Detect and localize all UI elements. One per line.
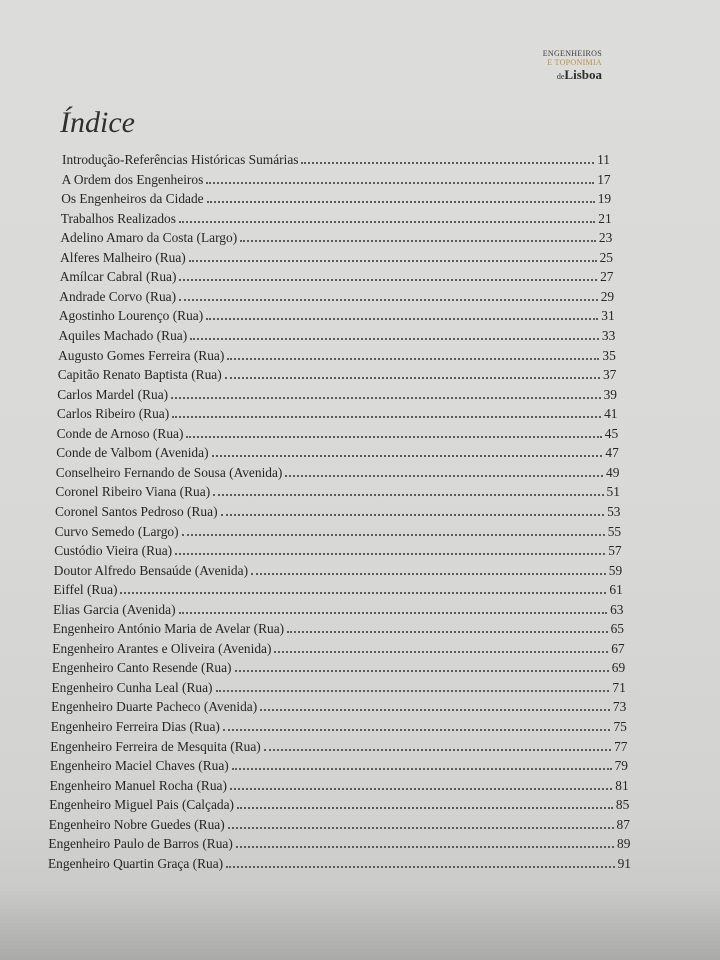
dot-leader: [221, 503, 605, 516]
dot-leader: [216, 679, 610, 692]
toc-entry: [54, 562, 622, 580]
toc-entry-title: A Ordem dos Engenheiros: [61, 171, 204, 187]
dot-leader: [230, 777, 612, 790]
toc-entry: [50, 777, 629, 795]
toc-entry-title: Curvo Semedo (Largo): [54, 523, 179, 539]
toc-entry: [48, 835, 630, 853]
toc-entry: [48, 855, 631, 873]
toc-entry: [60, 268, 614, 286]
toc-entry: [55, 483, 620, 501]
toc-entry-page-number: 29: [600, 288, 615, 304]
toc-entry-page-number: 17: [597, 171, 611, 187]
toc-entry: [60, 229, 612, 247]
dot-leader: [179, 288, 598, 301]
toc-entry: [60, 249, 613, 267]
toc-entry: [53, 620, 624, 638]
dot-leader: [223, 718, 611, 731]
toc-entry-title: Engenheiro Quartin Graça (Rua): [48, 855, 224, 871]
dot-leader: [301, 151, 594, 164]
toc-entry-title: Carlos Mardel (Rua): [57, 386, 169, 402]
logo-line-3-prefix: de: [556, 72, 565, 81]
toc-entry-title: Doutor Alfredo Bensaúde (Avenida): [53, 562, 249, 578]
dot-leader: [182, 523, 605, 536]
toc-entry: [57, 425, 619, 443]
dot-leader: [236, 835, 614, 848]
dot-leader: [225, 366, 600, 379]
toc-entry: [61, 210, 612, 228]
toc-entry-page-number: 71: [612, 679, 626, 695]
dot-leader: [206, 307, 598, 320]
logo-line-1: ENGENHEIROS: [542, 49, 602, 58]
toc-entry-page-number: 27: [600, 269, 614, 285]
toc-entry-page-number: 89: [617, 836, 631, 852]
dot-leader: [226, 855, 614, 868]
toc-entry: [50, 757, 628, 775]
toc-entry-title: Os Engenheiros da Cidade: [61, 191, 204, 207]
toc-entry-page-number: 87: [616, 816, 630, 832]
toc-entry-page-number: 77: [614, 738, 628, 754]
toc-entry-page-number: 61: [609, 582, 623, 598]
toc-entry-page-number: 49: [606, 464, 620, 480]
toc-entry-page-number: 65: [610, 621, 624, 637]
toc-entry-page-number: 19: [597, 191, 612, 207]
toc-entry-page-number: 11: [597, 152, 610, 167]
dot-leader: [171, 386, 600, 399]
dot-leader: [190, 327, 599, 340]
toc-entry: [57, 405, 618, 423]
toc-entry-page-number: 35: [602, 347, 616, 363]
toc-entry-page-number: 31: [601, 308, 615, 324]
toc-entry-title: Engenheiro Arantes e Oliveira (Avenida): [52, 640, 272, 656]
dot-leader: [287, 620, 607, 633]
toc-entry-page-number: 85: [615, 797, 630, 813]
toc-entry-title: Conde de Arnoso (Rua): [56, 425, 184, 441]
logo-line-2: E TOPONIMIA: [547, 58, 602, 67]
dot-leader: [237, 796, 613, 809]
dot-leader: [206, 171, 594, 184]
toc-entry: [54, 542, 621, 560]
toc-entry-title: Engenheiro Maciel Chaves (Rua): [49, 758, 229, 774]
toc-entry: [58, 347, 616, 365]
toc-entry: [52, 659, 625, 677]
dot-leader: [175, 542, 605, 555]
toc-entry-page-number: 69: [611, 660, 626, 676]
toc-entry-title: Introdução-Referências Históricas Sumárias: [62, 152, 299, 167]
toc-entry-page-number: 67: [611, 640, 625, 656]
dot-leader: [213, 483, 603, 496]
dot-leader: [227, 347, 599, 360]
dot-leader: [240, 229, 596, 242]
toc-entry-title: Conde de Valbom (Avenida): [56, 445, 209, 461]
dot-leader: [172, 405, 601, 418]
toc-entry-page-number: 53: [607, 503, 621, 519]
dot-leader: [251, 562, 606, 575]
toc-entry: [52, 679, 626, 697]
dot-leader: [189, 249, 597, 262]
toc-entry-page-number: 81: [615, 777, 629, 793]
toc-entry: [59, 307, 615, 325]
toc-entry-page-number: 79: [614, 758, 628, 774]
toc-entry: [62, 151, 610, 169]
toc-entry-title: Conselheiro Fernando de Sousa (Avenida): [55, 464, 283, 480]
toc-entry-title: Adelino Amaro da Costa (Largo): [60, 230, 238, 246]
toc-entry-page-number: 55: [607, 523, 622, 539]
toc-entry-page-number: 45: [604, 425, 619, 441]
toc-entry-title: Engenheiro Ferreira Dias (Rua): [50, 719, 220, 734]
dot-leader: [260, 698, 610, 711]
toc-entry-page-number: 47: [605, 445, 619, 461]
toc-entry-page-number: 39: [603, 386, 617, 402]
dot-leader: [228, 816, 614, 829]
toc-entry-title: Trabalhos Realizados: [60, 210, 176, 226]
dot-leader: [285, 464, 603, 477]
toc-entry: [59, 288, 614, 306]
dot-leader: [212, 444, 603, 457]
toc-entry: [56, 444, 619, 462]
dot-leader: [232, 757, 612, 770]
dot-leader: [179, 601, 608, 614]
dot-leader: [274, 640, 608, 653]
toc-entry-page-number: 25: [599, 249, 613, 265]
dot-leader: [179, 268, 597, 281]
toc-entry-title: Engenheiro Cunha Leal (Rua): [51, 679, 213, 695]
toc-entry-title: Engenheiro Miguel Pais (Calçada): [49, 797, 234, 813]
toc-entry: [56, 464, 620, 482]
toc-entry-title: Eiffel (Rua): [53, 582, 118, 598]
toc-entry-title: Engenheiro Canto Resende (Rua): [51, 660, 232, 676]
dot-leader: [264, 738, 611, 751]
toc-entry: [51, 698, 626, 716]
toc-entry: [62, 171, 611, 189]
toc-entry-title: Coronel Santos Pedroso (Rua): [55, 503, 218, 519]
dot-leader: [235, 659, 609, 672]
toc-entry-page-number: 37: [602, 367, 617, 383]
toc-entry-title: Augusto Gomes Ferreira (Rua): [58, 347, 225, 363]
toc-entry-page-number: 73: [612, 699, 627, 715]
toc-entry: [58, 366, 617, 384]
logo-line-3-main: Lisboa: [564, 67, 602, 82]
toc-entry-title: Carlos Ribeiro (Rua): [56, 406, 170, 422]
dot-leader: [179, 210, 595, 223]
toc-entry: [61, 190, 611, 208]
toc-entry: [55, 523, 622, 541]
toc-entry: [52, 640, 624, 658]
toc-entry-title: Custódio Vieira (Rua): [54, 543, 173, 558]
toc-entry-page-number: 33: [601, 328, 616, 343]
toc-entry-page-number: 23: [598, 230, 613, 246]
toc-entry: [57, 386, 617, 404]
toc-entry-page-number: 59: [608, 562, 623, 578]
toc-entry-page-number: 63: [610, 601, 624, 617]
toc-entry-title: Elias Garcia (Avenida): [53, 601, 176, 617]
toc-entry-title: Coronel Ribeiro Viana (Rua): [55, 484, 211, 500]
dot-leader: [207, 190, 595, 203]
toc-entry: [55, 503, 621, 521]
toc-entry-title: Engenheiro Manuel Rocha (Rua): [49, 777, 227, 793]
toc-entry-title: Amílcar Cabral (Rua): [59, 269, 177, 285]
toc-entry-title: Engenheiro Nobre Guedes (Rua): [48, 816, 225, 832]
toc-entry-title: Engenheiro António Maria de Avelar (Rua): [52, 621, 285, 637]
toc-entry-title: Agostinho Lourenço (Rua): [58, 308, 204, 324]
toc-entry-title: Engenheiro Duarte Pacheco (Avenida): [51, 699, 258, 715]
toc-entry-page-number: 75: [613, 719, 627, 734]
page-title: Índice: [60, 106, 135, 139]
toc-entry-page-number: 57: [608, 543, 622, 558]
dot-leader: [120, 581, 606, 594]
toc-entry: [59, 327, 616, 345]
toc-entry-page-number: 51: [606, 484, 620, 500]
dot-leader: [186, 425, 601, 438]
toc-entry-title: Capitão Renato Baptista (Rua): [57, 367, 222, 383]
toc-entry: [49, 796, 629, 814]
toc-entry-page-number: 91: [617, 855, 631, 871]
toc-entry-page-number: 21: [598, 210, 612, 226]
toc-entry: [49, 816, 630, 834]
toc-entry-title: Engenheiro Paulo de Barros (Rua): [48, 836, 233, 852]
toc-entry: [53, 581, 622, 599]
toc-entry-title: Engenheiro Ferreira de Mesquita (Rua): [50, 738, 261, 754]
toc-entry-title: Andrade Corvo (Rua): [59, 288, 177, 304]
toc-entry: [51, 718, 627, 736]
toc-entry-title: Aquiles Machado (Rua): [58, 328, 188, 343]
toc-entry: [53, 601, 623, 619]
toc-entry: [50, 738, 627, 756]
toc-entry-page-number: 41: [604, 406, 618, 422]
toc-entry-title: Alferes Malheiro (Rua): [60, 249, 186, 265]
